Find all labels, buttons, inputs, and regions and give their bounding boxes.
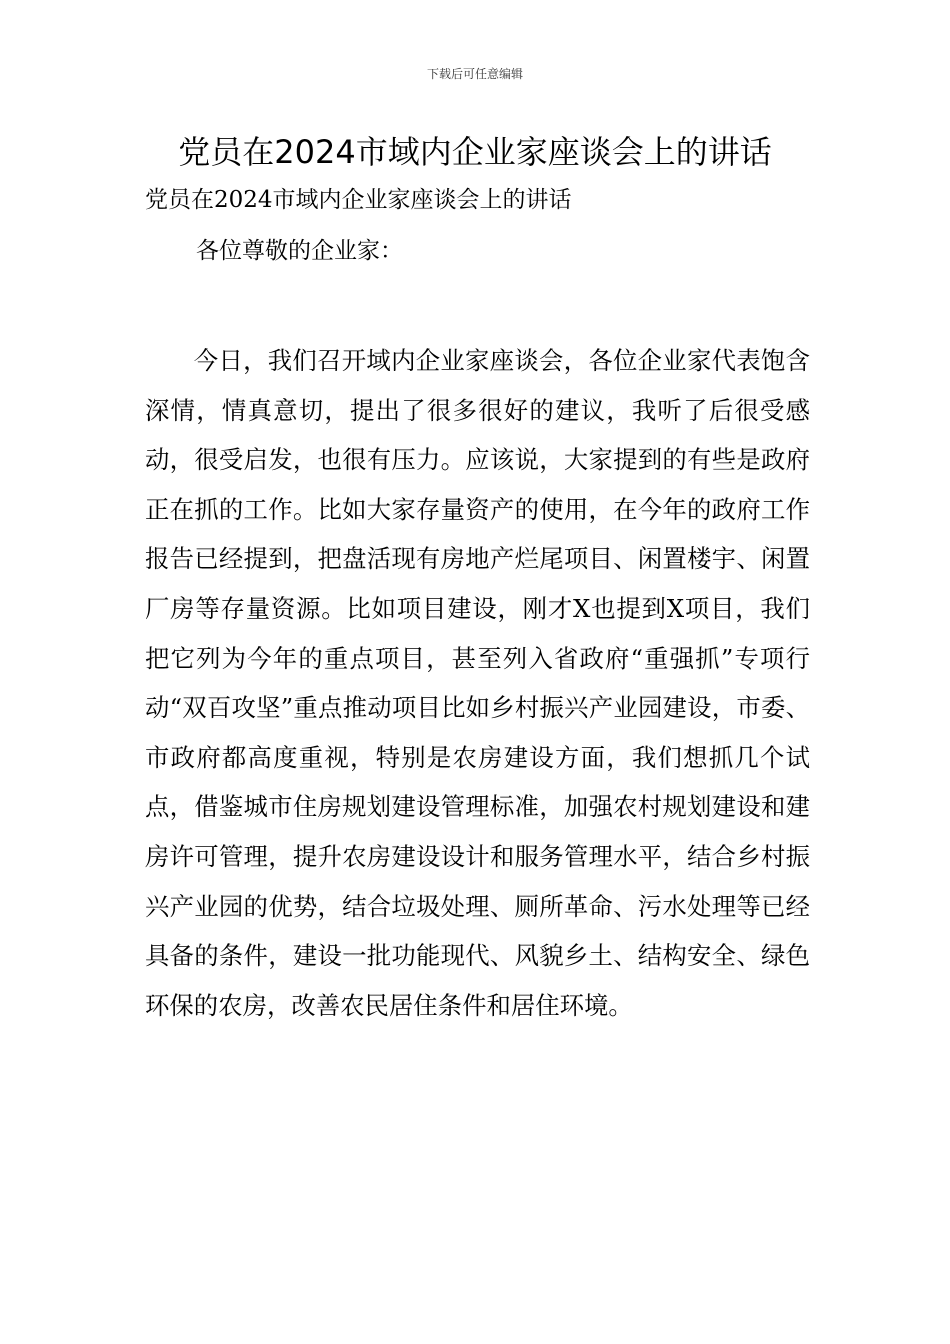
document-subtitle: 党员在2024市域内企业家座谈会上的讲话 bbox=[145, 187, 572, 213]
document-title: 党员在2024市域内企业家座谈会上的讲话 bbox=[178, 133, 772, 171]
body-paragraph: 今日，我们召开域内企业家座谈会，各位企业家代表饱含深情，情真意切，提出了很多很好的建议，我听了后很受感动，很受启发，也很有压力。应该说，大家提到的有些是政府正在抓的工作。比如大家存量资产的使用，在今年的政府工作报告已经提到，把盘活现有房地产烂尾项目、闲置楼宇、闲置厂房等存量资源。比如项目建设，刚才X也提到X项目，我们把它列为今年的重点项目，甚至列入省政府“重强抓”专项行动“双百攻坚”重点推动项目比如乡村振兴产业园建设，市委、市政府都高度重视，特别是农房建设方面，我们想抓几个试点，借鉴城市住房规划建设管理标准，加强农村规划建设和建房许可管理，提升农房建设设计和服务管理水平，结合乡村振兴产业园的优势，结合垃圾处理、厕所革命、污水处理等已经具备的条件，建设一批功能现代、风貌乡土、结构安全、绿色环保的农房，改善农民居住条件和居住环境。 bbox=[145, 346, 810, 1020]
header-note: 下载后可任意编辑 bbox=[426, 67, 523, 81]
salutation: 各位尊敬的企业家： bbox=[196, 238, 403, 264]
